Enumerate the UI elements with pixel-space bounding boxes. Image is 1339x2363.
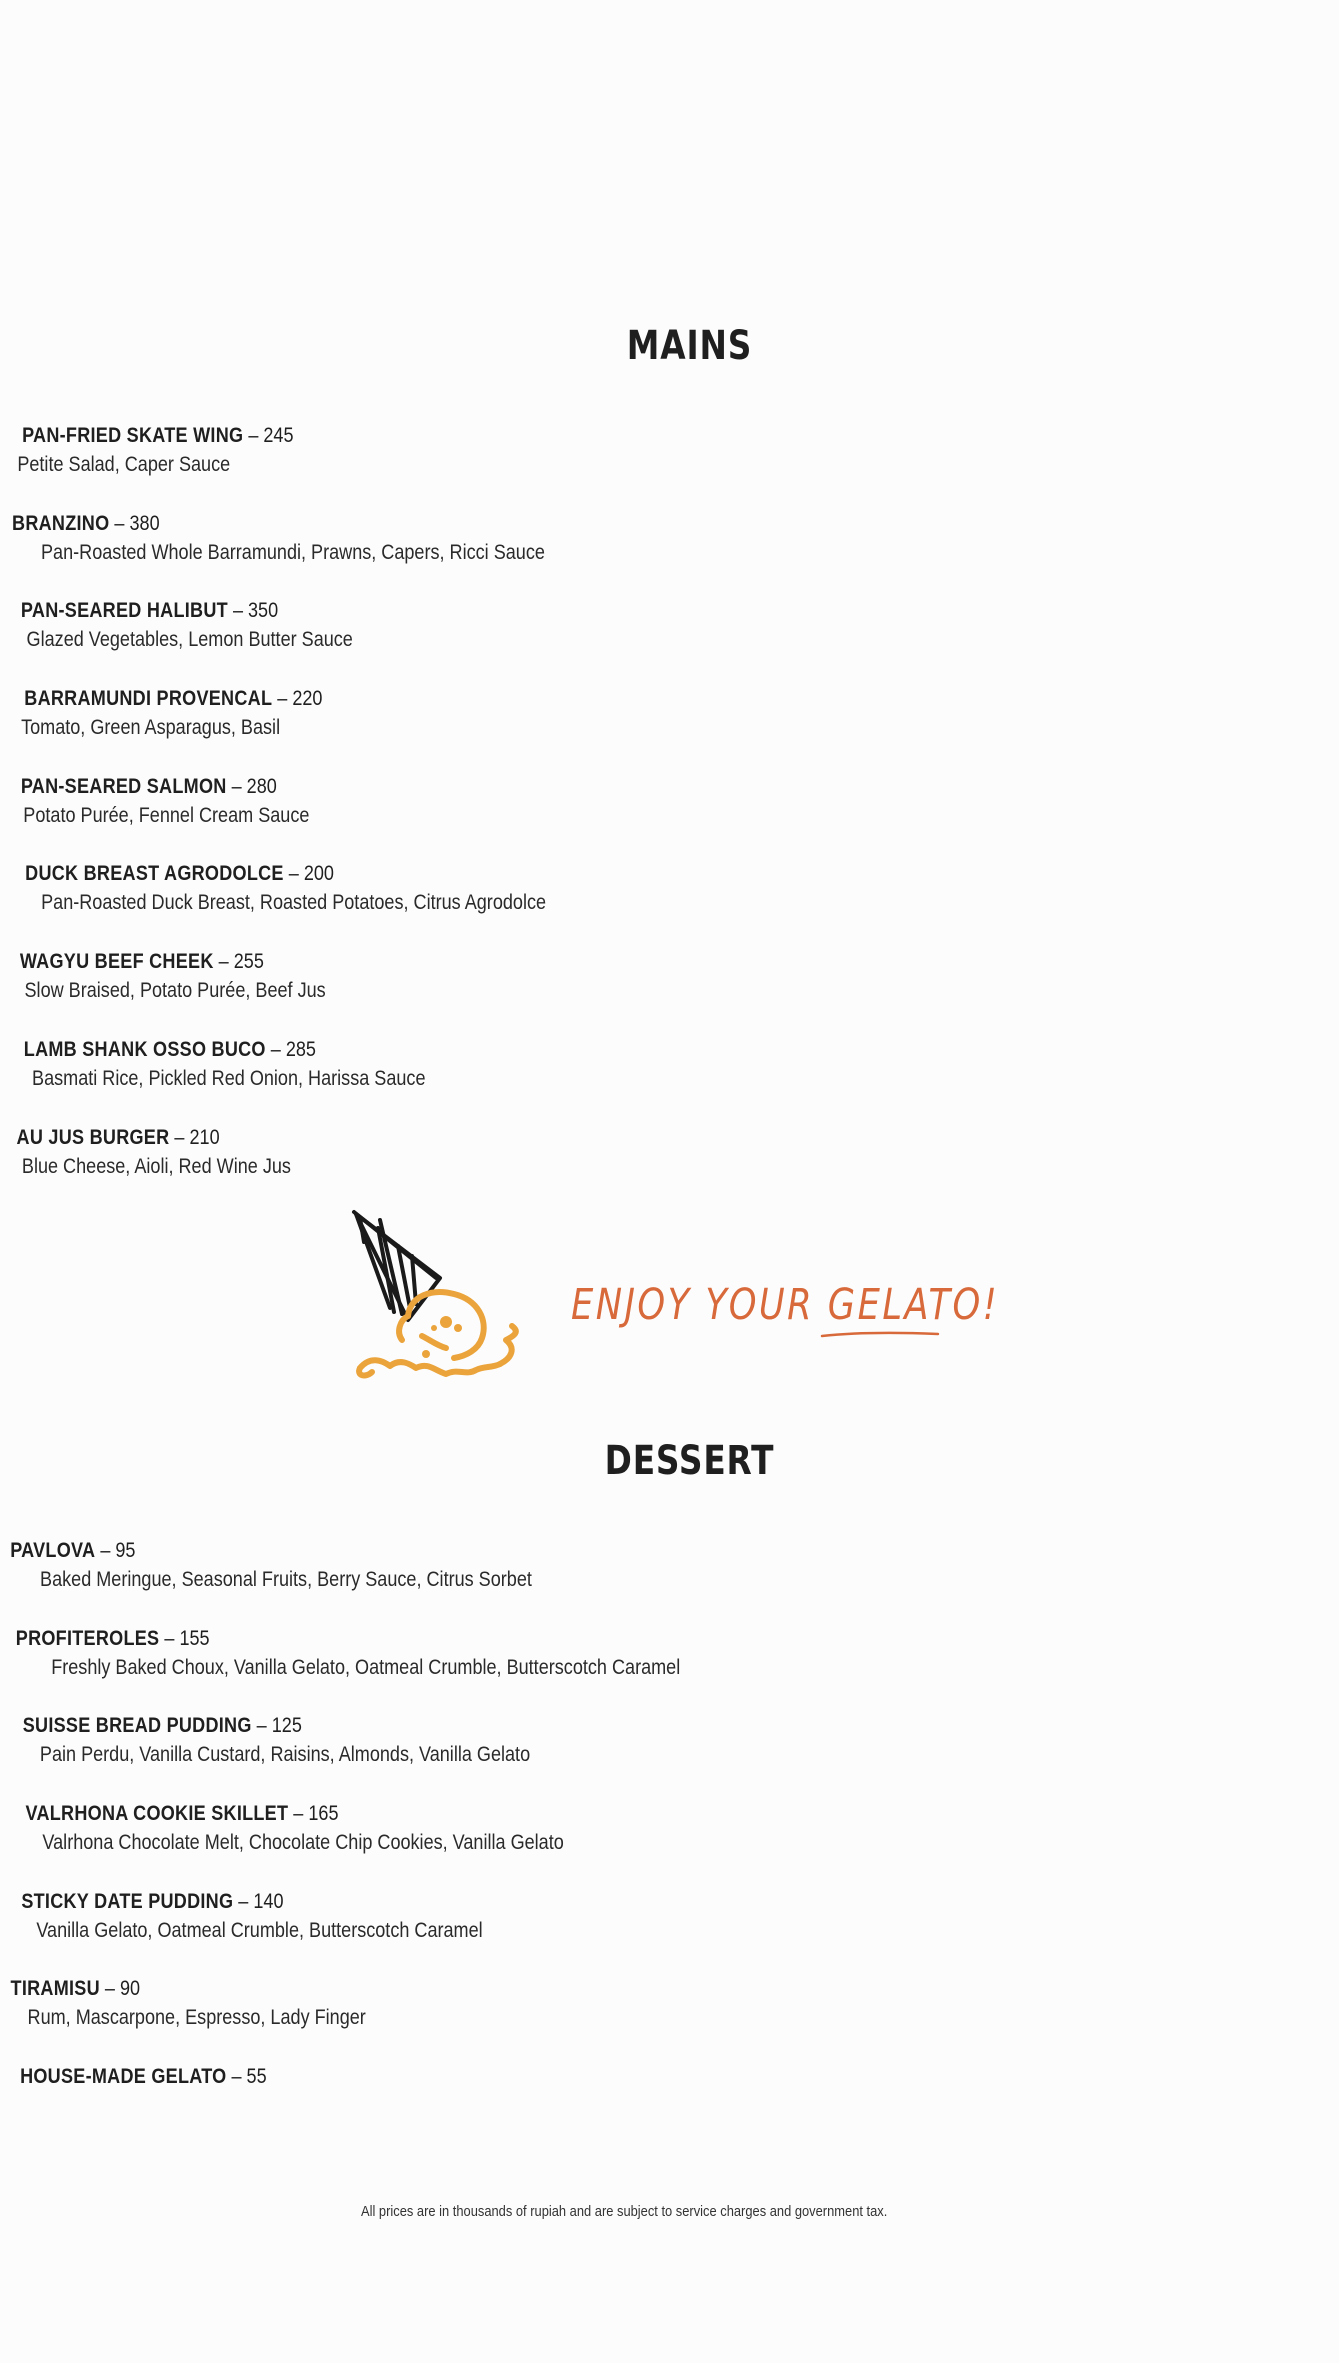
price-footnote: All prices are in thousands of rupiah and are subject to service charges and government tax. bbox=[361, 2203, 888, 2220]
item-description: Slow Braised, Potato Purée, Beef Jus bbox=[24, 979, 326, 1003]
item-name: BRANZINO bbox=[12, 511, 110, 535]
item-description: Pan-Roasted Whole Barramundi, Prawns, Capers, Ricci Sauce bbox=[41, 540, 545, 564]
item-name: LAMB SHANK OSSO BUCO bbox=[23, 1037, 266, 1061]
item-price: 90 bbox=[119, 1977, 141, 2001]
item-description: Blue Cheese, Aioli, Red Wine Jus bbox=[21, 1154, 291, 1178]
item-description: Pan-Roasted Duck Breast, Roasted Potatoes, Citrus Agrodolce bbox=[41, 891, 547, 915]
item-name: BARRAMUNDI PROVENCAL bbox=[24, 687, 273, 711]
item-description: Pain Perdu, Vanilla Custard, Raisins, Almonds, Vanilla Gelato bbox=[39, 1743, 531, 1767]
item-price: 220 bbox=[292, 687, 323, 711]
item-description: Petite Salad, Caper Sauce bbox=[17, 453, 231, 476]
item-description: Vanilla Gelato, Oatmeal Crumble, Butterscotch Caramel bbox=[36, 1918, 483, 1942]
menu-item: PAN-SEARED HALIBUT – 350 Glazed Vegetables, Lemon Butter Sauce bbox=[0, 596, 1339, 684]
item-name: PROFITEROLES bbox=[15, 1626, 160, 1650]
item-price: 200 bbox=[303, 862, 334, 886]
item-price: 210 bbox=[189, 1125, 220, 1149]
mains-section-header bbox=[0, 322, 1339, 370]
menu-item: TIRAMISU – 90 Rum, Mascarpone, Espresso, Lady Finger bbox=[0, 1974, 1339, 2062]
item-price: 245 bbox=[263, 424, 294, 447]
mains-list bbox=[0, 421, 1339, 1210]
item-name: SUISSE BREAD PUDDING bbox=[22, 1714, 252, 1738]
item-name: TIRAMISU bbox=[10, 1977, 100, 2001]
menu-item: LAMB SHANK OSSO BUCO – 285 Basmati Rice, Pickled Red Onion, Harissa Sauce bbox=[0, 1035, 1339, 1123]
menu-item: VALRHONA COOKIE SKILLET – 165 Valrhona Chocolate Melt, Chocolate Chip Cookies, Vanilla Gelato bbox=[0, 1799, 1339, 1887]
item-name: WAGYU BEEF CHEEK bbox=[19, 950, 214, 974]
item-description: Glazed Vegetables, Lemon Butter Sauce bbox=[26, 628, 353, 652]
menu-item: DUCK BREAST AGRODOLCE – 200 Pan-Roasted Duck Breast, Roasted Potatoes, Citrus Agrodolce bbox=[0, 859, 1339, 947]
item-name: VALRHONA COOKIE SKILLET bbox=[25, 1802, 289, 1826]
item-price: 255 bbox=[233, 950, 264, 974]
item-description: Freshly Baked Choux, Vanilla Gelato, Oatmeal Crumble, Butterscotch Caramel bbox=[51, 1655, 681, 1679]
menu-item: SUISSE BREAD PUDDING – 125 Pain Perdu, Vanilla Custard, Raisins, Almonds, Vanilla Gelato bbox=[0, 1711, 1339, 1799]
item-name: STICKY DATE PUDDING bbox=[21, 1889, 234, 1913]
mains-title: MAINS bbox=[626, 323, 753, 369]
item-price: 55 bbox=[246, 2065, 267, 2089]
item-price: 350 bbox=[248, 599, 279, 623]
menu-item: PROFITEROLES – 155 Freshly Baked Choux, Vanilla Gelato, Oatmeal Crumble, Butterscotch Caramel bbox=[0, 1624, 1339, 1712]
item-description: Rum, Mascarpone, Espresso, Lady Finger bbox=[27, 2006, 366, 2030]
dropped-ice-cream-cone-icon bbox=[350, 1208, 530, 1383]
dessert-title: DESSERT bbox=[604, 1438, 775, 1484]
item-description: Potato Purée, Fennel Cream Sauce bbox=[23, 803, 310, 827]
menu-item: PAN-SEARED SALMON – 280 Potato Purée, Fennel Cream Sauce bbox=[0, 772, 1339, 860]
item-price: 380 bbox=[129, 511, 160, 535]
menu-item: BRANZINO – 380 Pan-Roasted Whole Barramundi, Prawns, Capers, Ricci Sauce bbox=[0, 509, 1339, 597]
item-price: 280 bbox=[246, 774, 277, 798]
item-price: 155 bbox=[179, 1626, 210, 1650]
item-price: 165 bbox=[308, 1802, 339, 1826]
menu-item: WAGYU BEEF CHEEK – 255 Slow Braised, Potato Purée, Beef Jus bbox=[0, 947, 1339, 1035]
gelato-underline bbox=[820, 1330, 940, 1340]
menu-item: AU JUS BURGER – 210 Blue Cheese, Aioli, Red Wine Jus bbox=[0, 1123, 1339, 1211]
dessert-section-header bbox=[0, 1437, 1339, 1485]
item-description: Tomato, Green Asparagus, Basil bbox=[21, 716, 281, 740]
item-description: Basmati Rice, Pickled Red Onion, Harissa Sauce bbox=[32, 1066, 426, 1090]
item-name: PAN-SEARED SALMON bbox=[20, 774, 227, 798]
item-name: PAVLOVA bbox=[10, 1539, 96, 1562]
item-description: Baked Meringue, Seasonal Fruits, Berry Sauce, Citrus Sorbet bbox=[40, 1568, 532, 1591]
item-name: HOUSE-MADE GELATO bbox=[20, 2065, 227, 2089]
enjoy-gelato-text: ENJOY YOUR GELATO! bbox=[571, 1280, 1000, 1330]
item-price: 140 bbox=[253, 1889, 284, 1913]
item-price: 95 bbox=[115, 1539, 136, 1562]
item-description: Valrhona Chocolate Melt, Chocolate Chip Cookies, Vanilla Gelato bbox=[42, 1831, 564, 1855]
item-name: AU JUS BURGER bbox=[16, 1125, 170, 1149]
dessert-list bbox=[0, 1536, 1339, 2150]
item-price: 285 bbox=[285, 1037, 316, 1061]
item-price: 125 bbox=[271, 1714, 302, 1738]
item-name: PAN-SEARED HALIBUT bbox=[20, 599, 228, 623]
menu-item: HOUSE-MADE GELATO – 55 bbox=[20, 2065, 267, 2089]
menu-item: STICKY DATE PUDDING – 140 Vanilla Gelato, Oatmeal Crumble, Butterscotch Caramel bbox=[0, 1887, 1339, 1975]
menu-item: PAVLOVA – 95 Baked Meringue, Seasonal Fruits, Berry Sauce, Citrus Sorbet bbox=[0, 1536, 1339, 1624]
menu-item: PAN-FRIED SKATE WING – 245 Petite Salad, Caper Sauce bbox=[0, 421, 1339, 509]
item-name: DUCK BREAST AGRODOLCE bbox=[25, 862, 284, 886]
menu-item: BARRAMUNDI PROVENCAL – 220 Tomato, Green Asparagus, Basil bbox=[0, 684, 1339, 772]
item-name: PAN-FRIED SKATE WING bbox=[22, 424, 244, 447]
